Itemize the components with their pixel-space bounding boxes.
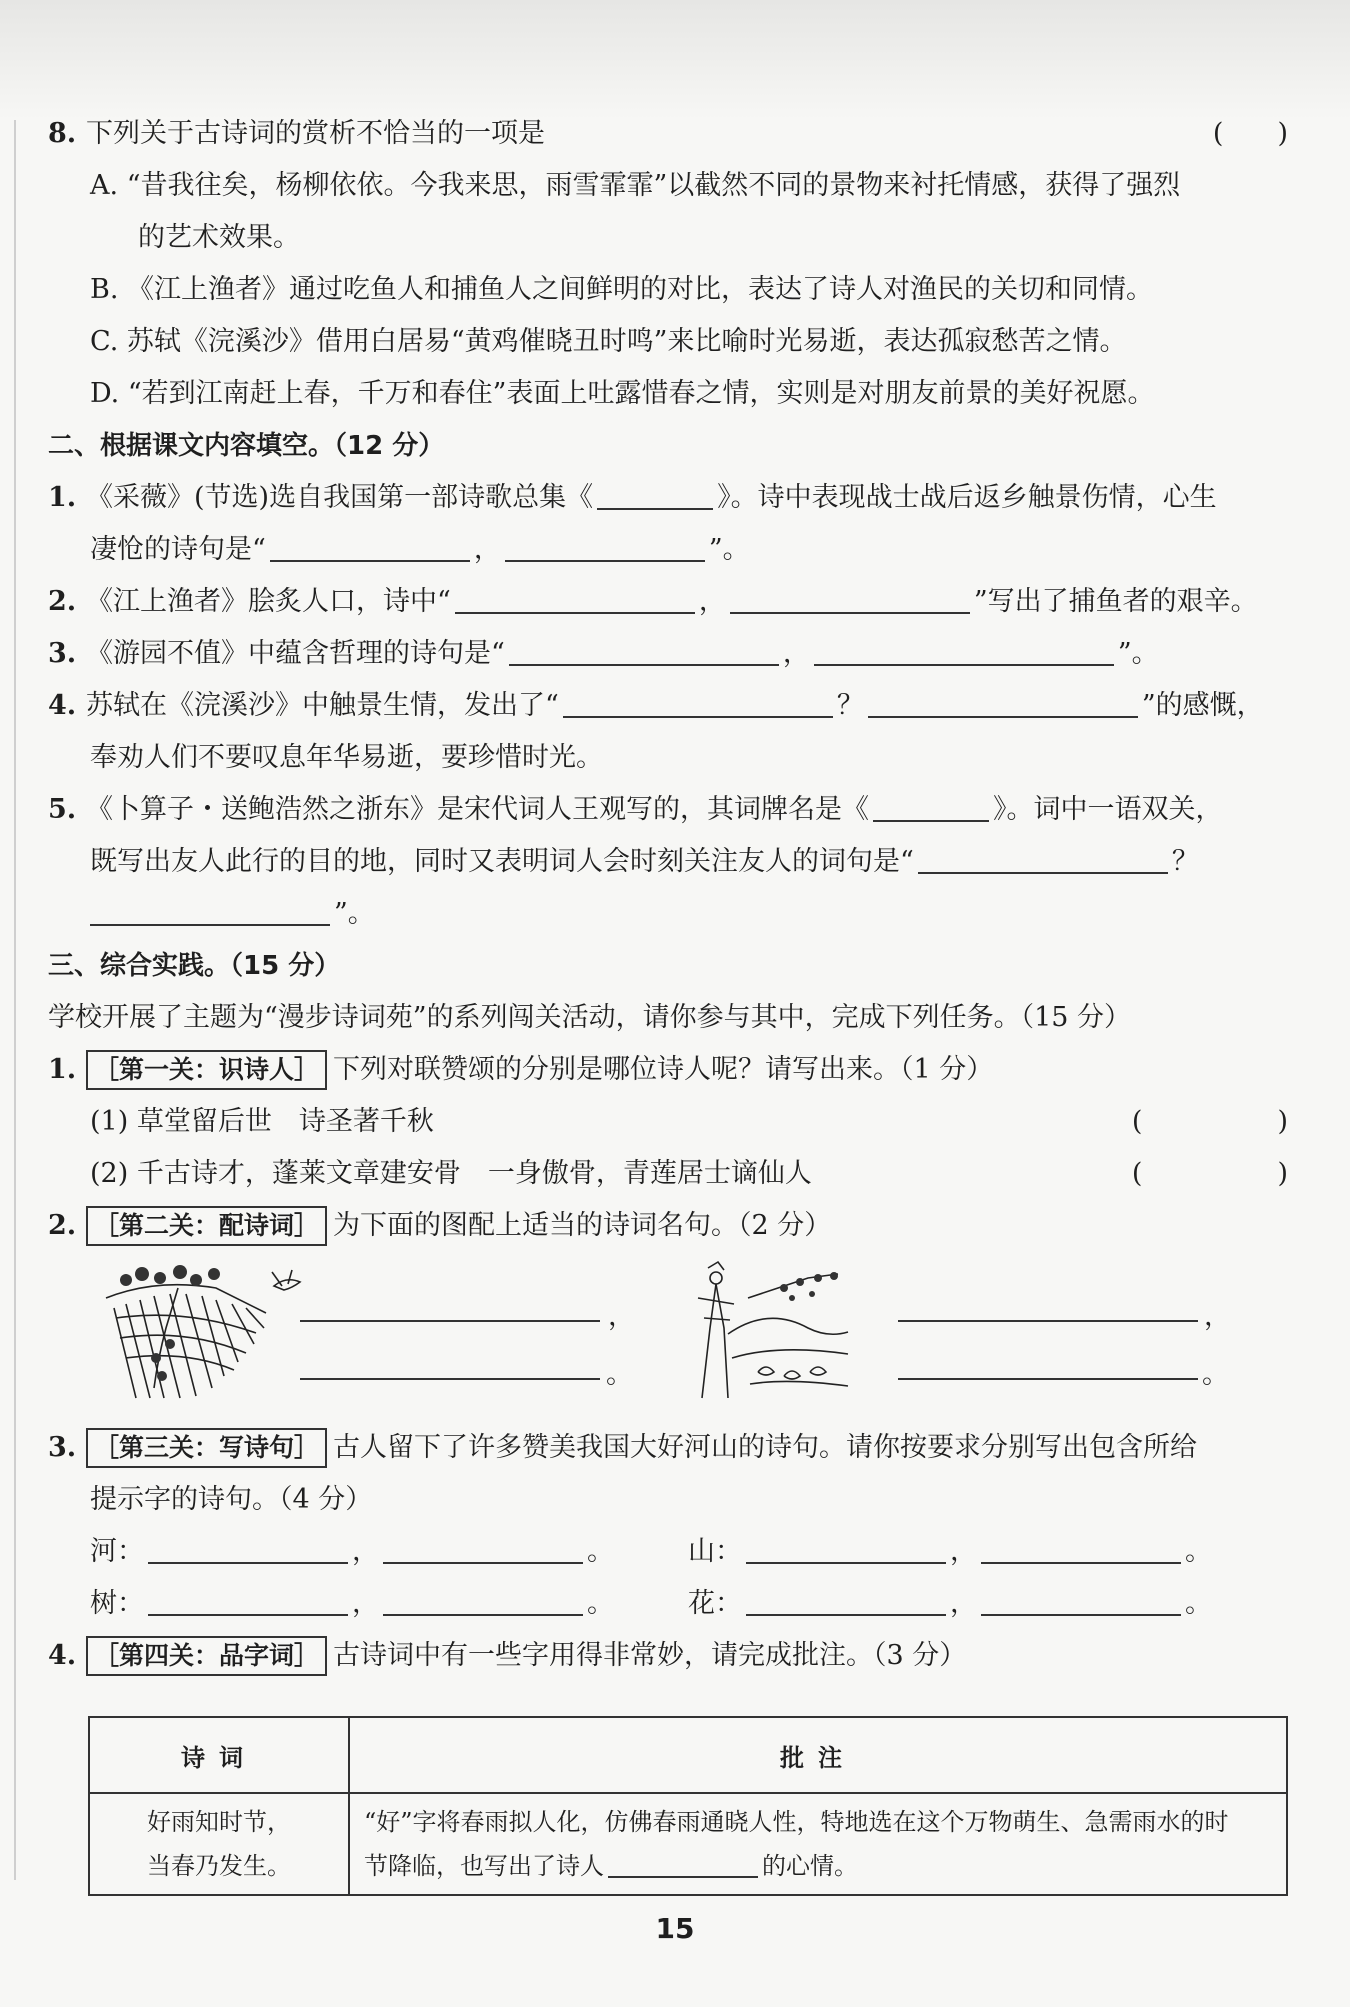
s2-item-5-cont2: ”。: [48, 888, 1288, 940]
fill-blank[interactable]: [455, 582, 695, 614]
s3-intro: 学校开展了主题为“漫步诗词苑”的系列闯关活动，请你参与其中，完成下列任务。（15 分）: [48, 1002, 1132, 1033]
page-top-shade: [0, 0, 1350, 120]
level-tag: ［第一关：识诗人］: [86, 1050, 327, 1090]
poem-cell: 好雨知时节， 当春乃发生。: [89, 1793, 349, 1895]
answer-paren[interactable]: ( ): [1131, 1106, 1288, 1137]
q8-option-b: B. 《江上渔者》通过吃鱼人和捕鱼人之间鲜明的对比，表达了诗人对渔民的关切和同情。: [90, 274, 1154, 305]
picture-1-blank-2[interactable]: [300, 1376, 600, 1380]
fill-blank[interactable]: [981, 1584, 1181, 1616]
fill-blank[interactable]: [597, 478, 713, 510]
s3-q2-pictures: [48, 1252, 1288, 1422]
s3-q3-line-2: 树： ， 。 花： ， 。: [48, 1578, 1288, 1630]
fill-blank[interactable]: [814, 634, 1114, 666]
eaves-flower-bird-illustration: [96, 1258, 316, 1408]
picture-2-blank-2[interactable]: [898, 1376, 1198, 1380]
picture-2-comma: ，: [1204, 1301, 1231, 1332]
q8-option-a-cont: 的艺术效果。: [138, 222, 300, 253]
fill-blank[interactable]: [270, 530, 470, 562]
s2-item-5: 5. 《卜算子・送鲍浩然之浙东》是宋代词人王观写的，其词牌名是《 》。词中一语双关，: [48, 784, 1288, 836]
col-header-note: 批注: [349, 1717, 1287, 1793]
s2-item-4-cont: 奉劝人们不要叹息年华易逝，要珍惜时光。: [90, 742, 603, 773]
picture-2-period: 。: [1202, 1359, 1229, 1390]
fill-blank[interactable]: [746, 1532, 946, 1564]
col-header-poem: 诗词: [89, 1717, 349, 1793]
binding-margin-line: [14, 120, 16, 1880]
section-2-heading: 二、根据课文内容填空。（12 分）: [48, 431, 445, 461]
picture-2-blank-1[interactable]: [898, 1318, 1198, 1322]
s2-item-5-cont: 既写出友人此行的目的地，同时又表明词人会时刻关注友人的词句是“ ？: [48, 836, 1288, 888]
fill-blank[interactable]: [918, 842, 1168, 874]
level-tag: ［第二关：配诗词］: [86, 1206, 327, 1246]
table-row: [89, 1793, 1287, 1895]
q8-option-a: A. “昔我往矣，杨柳依依。今我来思，雨雪霏霏”以截然不同的景物来衬托情感，获得了强烈: [90, 170, 1181, 201]
level-tag: ［第四关：品字词］: [86, 1636, 327, 1676]
q8-stem: 8. 下列关于古诗词的赏析不恰当的一项是 ( ): [48, 108, 1288, 160]
fill-blank[interactable]: [90, 894, 330, 926]
picture-1-blank-1[interactable]: [300, 1318, 600, 1322]
fill-blank[interactable]: [873, 790, 989, 822]
fill-blank[interactable]: [383, 1584, 583, 1616]
fill-blank[interactable]: [608, 1846, 758, 1878]
fill-blank[interactable]: [505, 530, 705, 562]
s3-q3: 3. ［第三关：写诗句］ 古人留下了许多赞美我国大好河山的诗句。请你按要求分别写出包含所给: [48, 1422, 1288, 1474]
worksheet-page: [48, 108, 1288, 1682]
fill-blank[interactable]: [730, 582, 970, 614]
fill-blank[interactable]: [868, 686, 1138, 718]
q8-option-d: D. “若到江南赶上春，千万和春住”表面上吐露惜春之情，实则是对朋友前景的美好祝愿。: [90, 378, 1155, 409]
fill-blank[interactable]: [746, 1584, 946, 1616]
s3-q2: 2. ［第二关：配诗词］ 为下面的图配上适当的诗词名句。（2 分）: [48, 1200, 1288, 1252]
s2-item-1: 1. 《采薇》(节选)选自我国第一部诗歌总集《 》。诗中表现战士战后返乡触景伤情，心生: [48, 472, 1288, 524]
annotation-table: [88, 1716, 1288, 1896]
fill-blank[interactable]: [148, 1532, 348, 1564]
section-3-heading: 三、综合实践。（15 分）: [48, 951, 341, 981]
s3-q3-line-1-right: 山： ， 。: [688, 1526, 1212, 1578]
s2-item-2: 2. 《江上渔者》脍炙人口，诗中“ ， ”写出了捕鱼者的艰辛。: [48, 576, 1288, 628]
page-number: 15: [655, 1912, 695, 1945]
fill-blank[interactable]: [509, 634, 779, 666]
s2-item-4: 4. 苏轼在《浣溪沙》中触景生情，发出了“ ？ ”的感慨，: [48, 680, 1288, 732]
fill-blank[interactable]: [563, 686, 833, 718]
s3-q3-line-1: 河： ， 。 山： ， 。: [48, 1526, 1288, 1578]
picture-1-comma: ，: [608, 1301, 635, 1332]
fill-blank[interactable]: [148, 1584, 348, 1616]
fill-blank[interactable]: [981, 1532, 1181, 1564]
q8-option-c: C. 苏轼《浣溪沙》借用白居易“黄鸡催晓丑时鸣”来比喻时光易逝，表达孤寂愁苦之情。: [90, 326, 1127, 357]
s3-q3-line-2-right: 花： ， 。: [688, 1578, 1212, 1630]
s3-q3-cont: 提示字的诗句。（4 分）: [90, 1484, 373, 1515]
answer-paren[interactable]: ( ): [1131, 1158, 1288, 1189]
picture-1-period: 。: [606, 1359, 633, 1390]
table-header-row: [89, 1717, 1287, 1793]
riverside-figure-ducks-illustration: [688, 1258, 858, 1408]
s3-q1-sub1: (1) 草堂留后世 诗圣著千秋 ( ): [48, 1096, 1288, 1148]
s3-q4: 4. ［第四关：品字词］ 古诗词中有一些字用得非常妙，请完成批注。（3 分）: [48, 1630, 1288, 1682]
answer-paren[interactable]: ( ): [1212, 118, 1288, 149]
s3-q1-sub2: (2) 千古诗才，蓬莱文章建安骨 一身傲骨，青莲居士谪仙人 ( ): [48, 1148, 1288, 1200]
s2-item-1-cont: 凄怆的诗句是“ ， ”。: [48, 524, 1288, 576]
note-cell: “好”字将春雨拟人化，仿佛春雨通晓人性，特地选在这个万物萌生、急需雨水的时 节降临，也写出了诗人 的心情。: [349, 1793, 1287, 1895]
fill-blank[interactable]: [383, 1532, 583, 1564]
s2-item-3: 3. 《游园不值》中蕴含哲理的诗句是“ ， ”。: [48, 628, 1288, 680]
s3-q1: 1. ［第一关：识诗人］ 下列对联赞颂的分别是哪位诗人呢？请写出来。（1 分）: [48, 1044, 1288, 1096]
level-tag: ［第三关：写诗句］: [86, 1428, 327, 1468]
